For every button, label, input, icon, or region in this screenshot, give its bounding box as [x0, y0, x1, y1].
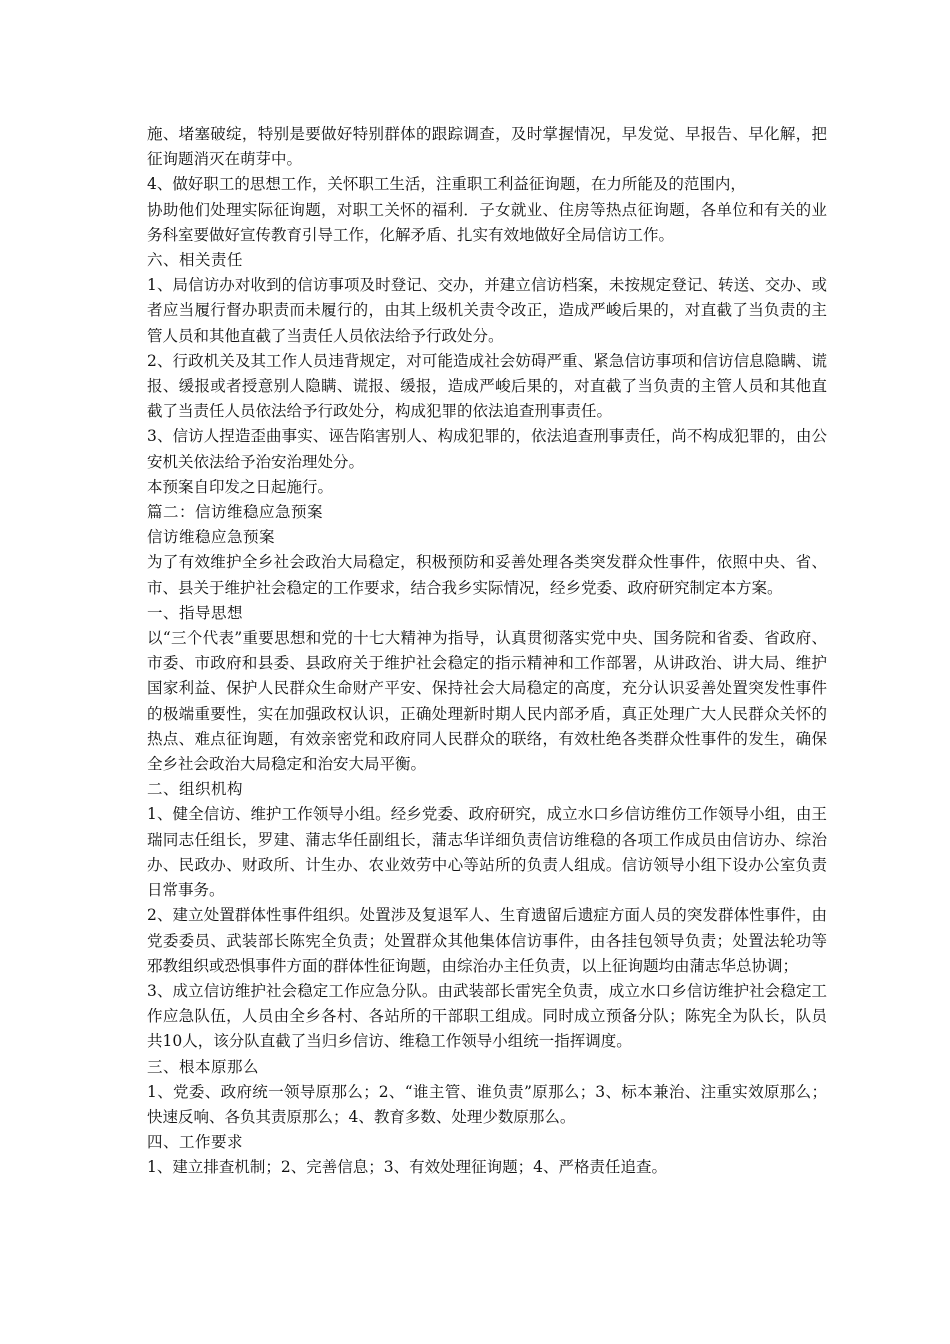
section-heading: 一、指导思想 [147, 603, 244, 622]
paragraph: 3、成立信访维护社会稳定工作应急分队。由武装部长雷宪全负责，成立水口乡信访维护社会稳定工作应急队伍，人员由全乡各村、各站所的干部职工组成。同时成立预备分队；陈宪全为队长，队员共10人，该分队直截了当归乡信访、维稳工作领导小组统一指挥调度。 [147, 981, 827, 1051]
section-heading: 六、相关责任 [147, 251, 244, 270]
paragraph: 1、局信访办对收到的信访事项及时登记、交办，并建立信访档案，未按规定登记、转送、交办、或者应当履行督办职责而未履行的，由其上级机关责令改正，造成严峻后果的，对直截了当负责的主管人员和其他直截了当责任人员依法给予行政处分。 [147, 276, 827, 345]
paragraph: 为了有效维护全乡社会政治大局稳定，积极预防和妥善处理各类突发群众性事件，依照中央、省、市、县关于维护社会稳定的工作要求，结合我乡实际情况，经乡党委、政府研究制定本方案。 [147, 553, 827, 597]
paragraph: 1、建立排查机制；2、完善信息；3、有效处理征询题；4、严格责任追查。 [147, 1158, 667, 1177]
paragraph: 1、健全信访、维护工作领导小组。经乡党委、政府研究，成立水口乡信访维仿工作领导小组，由王瑞同志任组长，罗建、蒲志华任副组长，蒲志华详细负责信访维稳的各项工作成员由信访办、综治办、民政办、财政所、计生办、农业效劳中心等站所的负责人组成。信访领导小组下设办公室负责日常事务。 [147, 805, 827, 900]
paragraph: 施、堵塞破绽，特别是要做好特别群体的跟踪调查，及时掌握情况，早发觉、早报告、早化解，把征询题消灭在萌芽中。 [147, 125, 827, 169]
paragraph: 协助他们处理实际征询题，对职工关怀的福利．子女就业、住房等热点征询题，各单位和有关的业务科室要做好宣传教育引导工作，化解矛盾、扎实有效地做好全局信访工作。 [147, 200, 827, 244]
paragraph: 2、建立处置群体性事件组织。处置涉及复退军人、生育遗留后遗症方面人员的突发群体性事件，由党委委员、武装部长陈宪全负责；处置群众其他集体信访事件，由各挂包领导负责；处置法轮功等邪教组织或恐惧事件方面的群体性征询题，由综治办主任负责，以上征询题均由蒲志华总协调； [147, 906, 827, 975]
document-body [147, 122, 827, 1181]
section-heading: 二、组织机构 [147, 780, 244, 799]
paragraph: 2、行政机关及其工作人员违背规定，对可能造成社会妨碍严重、紧急信访事项和信访信息隐瞒、谎报、缓报或者授意别人隐瞒、谎报、缓报，造成严峻后果的，对直截了当负责的主管人员和其他直截了当责任人员依法给予行政处分，构成犯罪的依法追查刑事责任。 [147, 351, 827, 421]
document-title: 信访维稳应急预案 [147, 528, 276, 547]
section-heading: 四、工作要求 [147, 1133, 244, 1152]
chapter-title: 篇二：信访维稳应急预案 [147, 503, 324, 522]
paragraph: 3、信访人捏造歪曲事实、诬告陷害别人、构成犯罪的，依法追查刑事责任，尚不构成犯罪的，由公安机关依法给予治安治理处分。 [147, 427, 827, 471]
section-heading: 三、根本原那么 [147, 1057, 260, 1076]
paragraph: 以“三个代表”重要思想和党的十七大精神为指导，认真贯彻落实党中央、国务院和省委、省政府、市委、市政府和县委、县政府关于维护社会稳定的指示精神和工作部署，从讲政治、讲大局、维护国家利益、保护人民群众生命财产平安、保持社会大局稳定的高度，充分认识妥善处置突发性事件的极端重要性，实在加强政权认识，正确处理新时期人民内部矛盾，真正处理广大人民群众关怀的热点、难点征询题，有效亲密党和政府同人民群众的联络，有效杜绝各类群众性事件的发生，确保全乡社会政治大局稳定和治安大局平衡。 [147, 629, 827, 774]
paragraph: 本预案自印发之日起施行。 [147, 477, 334, 496]
paragraph: 1、党委、政府统一领导原那么；2、“谁主管、谁负责”原那么；3、标本兼治、注重实效原那么；快速反响、各负其责原那么；4、教育多数、处理少数原那么。 [147, 1082, 827, 1126]
paragraph: 4、做好职工的思想工作，关怀职工生活，注重职工利益征询题，在力所能及的范围内， [147, 175, 746, 194]
